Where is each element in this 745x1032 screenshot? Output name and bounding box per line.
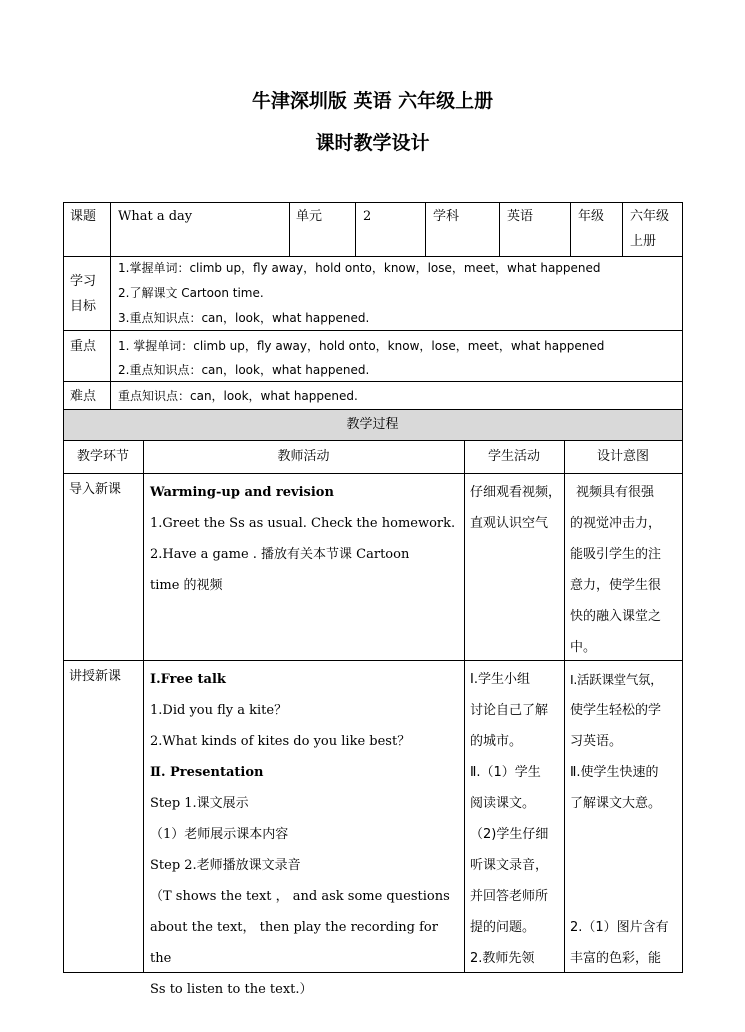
unit-value: 2 (363, 209, 372, 224)
row1-teacher-line: 2.Have a game . 播放有关本节课 Cartoon (150, 547, 410, 562)
row2-teacher-line: 1.Did you fly a kite？ (150, 703, 288, 718)
row1-intent-line: 视频具有很强 (576, 485, 655, 500)
process-header: 教学过程 (346, 417, 399, 432)
row2-stage: 讲授新课 (69, 669, 122, 684)
col-header-intent: 设计意图 (596, 449, 649, 464)
unit-label: 单元 (296, 209, 323, 224)
row1-intent-line: 快的融入课堂之 (570, 609, 662, 624)
row1-teacher-line: time 的视频 (150, 578, 223, 593)
goals-line-3: 3.重点知识点：can，look，what happened. (118, 311, 370, 325)
row1-student-line: 直观认识空气 (470, 516, 549, 531)
row2-teacher-line: （T shows the text ， and ask some questions (150, 889, 450, 904)
row2-intent-line: 2.（1）图片含有 (570, 920, 669, 935)
row2-intent-line (570, 819, 682, 850)
row2-student-line: 并回答老师所 (470, 889, 549, 904)
row2-intent-line: Ⅱ.使学生快速的 (570, 765, 659, 780)
row1-intent-line: 中。 (570, 640, 597, 655)
row1-teacher (150, 477, 456, 601)
row2-student-line: 提的问题。 (470, 920, 536, 935)
row1-intent-line: 意力，使学生很 (570, 578, 662, 593)
row2-intent-line: 了解课文大意。 (570, 796, 662, 811)
row2-teacher-line: Ⅱ. Presentation (150, 765, 264, 780)
row2-intent-line: 丰富的色彩，能 (570, 951, 662, 966)
row2-intent-line (570, 850, 682, 881)
col-header-student: 学生活动 (487, 449, 540, 464)
goals-line-1: 1.掌握单词：climb up，fly away，hold onto，know，lose，meet，what happened (118, 261, 601, 275)
key-line-1: 1. 掌握单词：climb up，fly away，hold onto，know，lose，meet，what happened (118, 339, 605, 353)
row2-teacher-line: 2.What kinds of kites do you like best？ (150, 734, 411, 749)
row2-teacher (150, 664, 456, 1005)
row2-teacher-line: Ⅰ.Free talk (150, 672, 226, 687)
row2-intent-line: 使学生轻松的学 (570, 703, 662, 718)
grade-value-1: 六年级 (630, 209, 670, 224)
row2-teacher-line: about the text， then play the recording for the (150, 920, 438, 966)
subject-value: 英语 (507, 209, 534, 224)
row1-student-line: 仔细观看视频， (470, 485, 562, 500)
key-line-2: 2.重点知识点：can，look，what happened. (118, 363, 370, 377)
row2-student-line: 讨论自己了解 (470, 703, 549, 718)
grade-value-2: 上册 (630, 234, 657, 249)
row2-student-line: 的城市。 (470, 734, 523, 749)
row1-teacher-line: 1.Greet the Ss as usual. Check the homework. (150, 516, 456, 531)
row2-intent-line: 习英语。 (570, 734, 623, 749)
key-label: 重点 (70, 339, 97, 354)
row1-intent-line: 能吸引学生的注 (570, 547, 662, 562)
row2-intent (570, 664, 682, 974)
grade-label: 年级 (578, 209, 605, 224)
row2-student-line: Ⅰ.学生小组 (470, 672, 530, 687)
row1-teacher-line: Warming-up and revision (150, 485, 334, 500)
row2-teacher-line: Step 1.课文展示 (150, 796, 249, 811)
document-subtitle: 课时教学设计 (315, 132, 430, 154)
row1-intent (570, 477, 680, 663)
subject-label: 学科 (433, 209, 460, 224)
row2-student (470, 664, 562, 974)
goals-label-2: 目标 (70, 299, 97, 314)
row2-student-line: Ⅱ.（1）学生 (470, 765, 541, 780)
row1-student (470, 477, 562, 539)
topic-value: What a day (118, 209, 193, 224)
difficult-label: 难点 (70, 389, 97, 404)
row1-intent-line: 的视觉冲击力， (570, 516, 662, 531)
row2-teacher-line: （1）老师展示课本内容 (150, 827, 289, 842)
row2-student-line: 2.教师先领 (470, 951, 535, 966)
row1-stage: 导入新课 (69, 482, 122, 497)
row2-student-line: （2)学生仔细 (470, 827, 549, 842)
row2-student-line: 阅读课文。 (470, 796, 536, 811)
difficult-line: 重点知识点：can，look，what happened. (118, 389, 358, 403)
document-title: 牛津深圳版 英语 六年级上册 (251, 90, 494, 112)
topic-label: 课题 (70, 209, 97, 224)
col-header-stage: 教学环节 (76, 449, 129, 464)
row2-student-line: 听课文录音， (470, 858, 549, 873)
col-header-teacher: 教师活动 (277, 449, 330, 464)
row2-teacher-line: Ss to listen to the text.） (150, 982, 313, 997)
row2-intent-line (570, 881, 682, 912)
row2-teacher-line: Step 2.老师播放课文录音 (150, 858, 301, 873)
row2-intent-line: Ⅰ.活跃课堂气氛， (570, 672, 663, 687)
goals-line-2: 2.了解课文 Cartoon time. (118, 286, 264, 300)
goals-label-1: 学习 (70, 274, 97, 289)
